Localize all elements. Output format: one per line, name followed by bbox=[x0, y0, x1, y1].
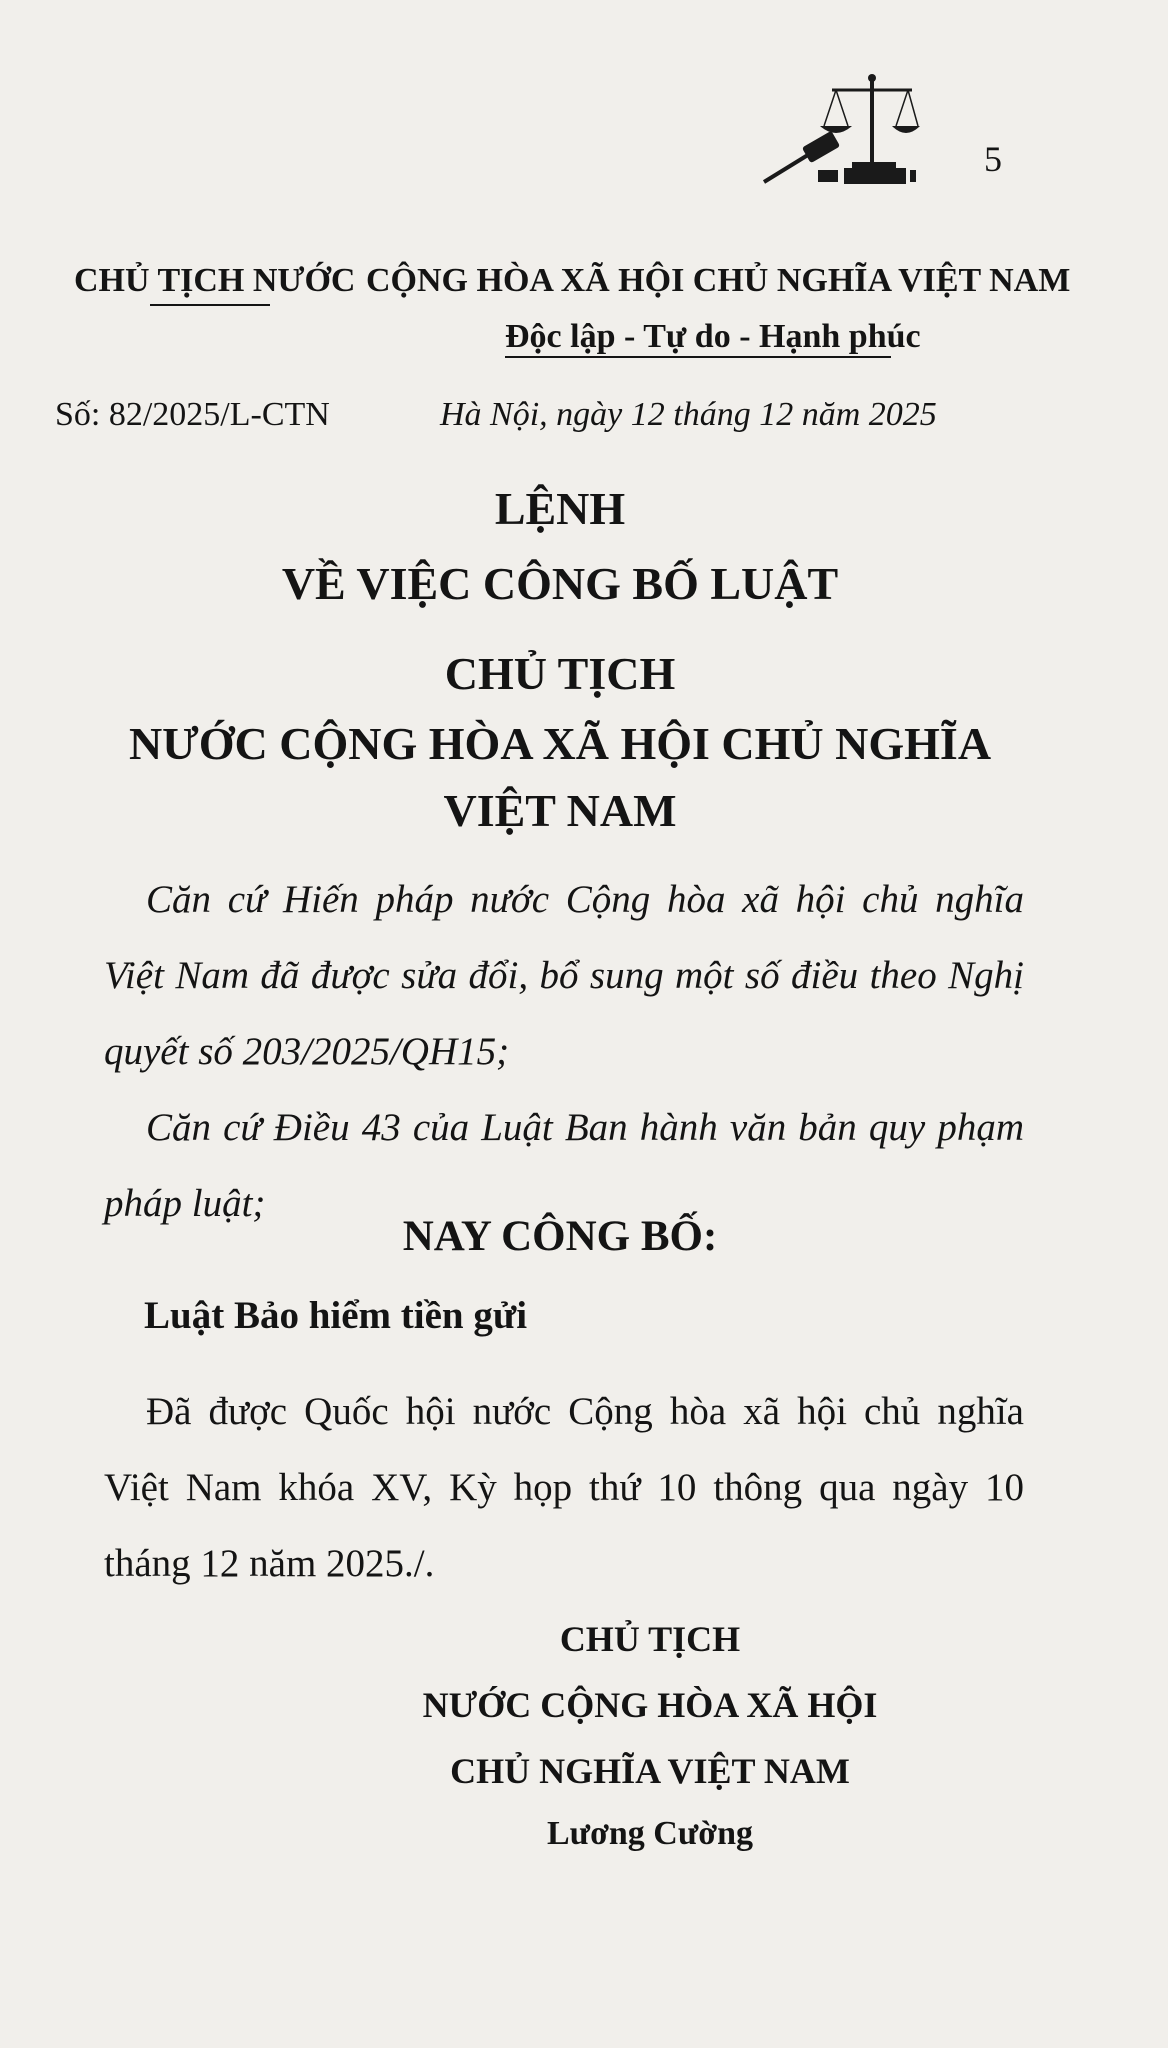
authority-country-line: NƯỚC CỘNG HÒA XÃ HỘI CHỦ NGHĨA bbox=[128, 718, 992, 769]
legal-basis-law: Căn cứ Điều 43 của Luật Ban hành văn bản quy phạm pháp luật; bbox=[104, 1106, 1024, 1225]
signatory-country-line: NƯỚC CỘNG HÒA XÃ HỘI bbox=[422, 1685, 878, 1725]
scales-of-justice-gavel-icon bbox=[760, 68, 920, 188]
authority-country-line: VIỆT NAM bbox=[443, 785, 677, 836]
document-subject: VỀ VIỆC CÔNG BỐ LUẬT bbox=[281, 558, 839, 609]
place-and-date: Hà Nội, ngày 12 tháng 12 năm 2025 bbox=[440, 396, 937, 433]
proclamation-heading: NAY CÔNG BỐ: bbox=[402, 1213, 718, 1260]
legal-basis-constitution: Căn cứ Hiến pháp nước Cộng hòa xã hội chủ nghĩa Việt Nam đã được sửa đổi, bổ sung một số điều theo Nghị quyết số 203/2025/QH15; bbox=[104, 878, 1024, 1073]
national-title: CỘNG HÒA XÃ HỘI CHỦ NGHĨA VIỆT NAM bbox=[366, 262, 1071, 299]
document-number: Số: 82/2025/L-CTN bbox=[55, 396, 330, 433]
signatory-title: CHỦ TỊCH bbox=[559, 1619, 741, 1659]
signatory-country-line: CHỦ NGHĨA VIỆT NAM bbox=[450, 1751, 850, 1791]
adoption-statement: Đã được Quốc hội nước Cộng hòa xã hội chủ nghĩa Việt Nam khóa XV, Kỳ họp thứ 10 thông qua ngày 10 tháng 12 năm 2025./. bbox=[104, 1390, 1024, 1585]
signatory-name: Lương Cường bbox=[546, 1815, 753, 1852]
issuer-underline bbox=[150, 304, 270, 306]
motto-underline bbox=[505, 356, 891, 358]
document-type: LỆNH bbox=[494, 483, 626, 534]
page-number: 5 bbox=[984, 139, 1002, 179]
issuer-title: CHỦ TỊCH NƯỚC bbox=[74, 262, 356, 299]
law-name: Luật Bảo hiểm tiền gửi bbox=[144, 1294, 528, 1337]
authority-title: CHỦ TỊCH bbox=[444, 648, 676, 699]
national-motto: Độc lập - Tự do - Hạnh phúc bbox=[505, 318, 921, 355]
